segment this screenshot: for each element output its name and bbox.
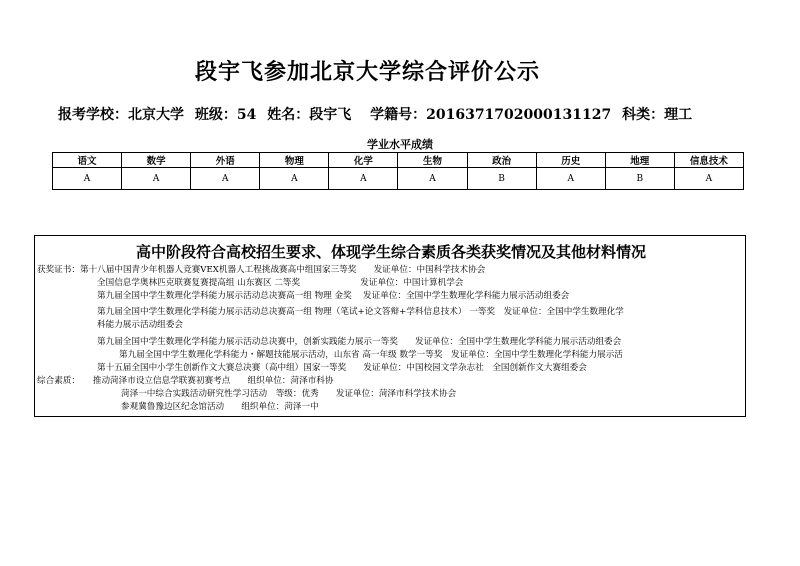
awards-heading: 高中阶段符合高校招生要求、体现学生综合素质各类获奖情况及其他材料情况	[135, 243, 646, 261]
grade-value: A	[674, 168, 743, 190]
award-line: 第九届全国中学生数理化学科能力展示活动总决赛中，创新实践能力展示一等奖 发证单位：全国中学生数理化学科能力展示活动组委会	[97, 337, 622, 347]
grade-value: A	[398, 168, 467, 190]
grade-header: 外语	[191, 153, 260, 168]
grades-table	[52, 152, 744, 190]
award-line: 全国信息学奥林匹克联赛复赛提高组 山东赛区 二等奖 发证单位：中国计算机学会	[97, 278, 464, 288]
award-line: 第九届全国中学生数理化学科能力展示活动总决赛高一组 物理（笔试+论文答辩+学科信息技术） 一等奖 发证单位：全国中学生数理化学	[97, 307, 624, 317]
grade-header: 物理	[260, 153, 329, 168]
grade-value: A	[329, 168, 398, 190]
quality-line: 参观冀鲁豫边区纪念馆活动 组织单位：菏泽一中	[121, 402, 319, 412]
grades-heading: 学业水平成绩	[367, 138, 433, 151]
page-title: 段宇飞参加北京大学综合评价公示	[195, 60, 541, 85]
grade-header: 语文	[53, 153, 122, 168]
grade-value: B	[467, 168, 536, 190]
grade-value: A	[122, 168, 191, 190]
grade-value: B	[605, 168, 674, 190]
grade-header: 数学	[122, 153, 191, 168]
award-line: 第九届全国中学生数理化学科能力展示活动总决赛高一组 物理 金奖 发证单位：全国中学生数理化学科能力展示活动组委会	[97, 291, 570, 301]
grade-header: 政治	[467, 153, 536, 168]
subject-type-field: 科类：理工	[622, 107, 693, 123]
quality-line: 综合素质： 推动菏泽市设立信息学联赛初赛考点 组织单位：菏泽市科协	[37, 376, 334, 386]
grade-value: A	[53, 168, 122, 190]
name-field: 姓名：段宇飞	[267, 107, 352, 123]
award-line: 获奖证书：第十八届中国青少年机器人竞赛VEX机器人工程挑战赛高中组国家三等奖 发证单位：中国科学技术协会	[37, 265, 486, 275]
quality-line: 菏泽一中综合实践活动研究性学习活动 等级：优秀 发证单位：菏泽市科学技术协会	[121, 389, 457, 399]
award-line: 第十五届全国中小学生创新作文大赛总决赛（高中组）国家一等奖 发证单位：中国校园文学杂志社 全国创新作文大赛组委会	[97, 363, 587, 373]
student-info	[58, 104, 698, 124]
school-field: 报考学校：北京大学	[58, 107, 184, 123]
award-line: 科能力展示活动组委会	[97, 320, 183, 330]
grade-header: 地理	[605, 153, 674, 168]
grades-header-row	[53, 153, 744, 168]
grade-header: 信息技术	[674, 153, 743, 168]
grade-value: A	[536, 168, 605, 190]
student-id-field: 学籍号：2016371702000131127	[370, 107, 612, 123]
awards-box	[34, 235, 746, 417]
grades-value-row	[53, 168, 744, 190]
grade-value: A	[260, 168, 329, 190]
grade-header: 生物	[398, 153, 467, 168]
award-line: 第九届全国中学生数理化学科能力・解题技能展示活动，山东省 高一年级 数学一等奖 发证单位：全国中学生数理化学科能力展示活	[119, 350, 623, 360]
class-field: 班级：54	[194, 107, 257, 123]
grade-value: A	[191, 168, 260, 190]
grade-header: 历史	[536, 153, 605, 168]
grade-header: 化学	[329, 153, 398, 168]
